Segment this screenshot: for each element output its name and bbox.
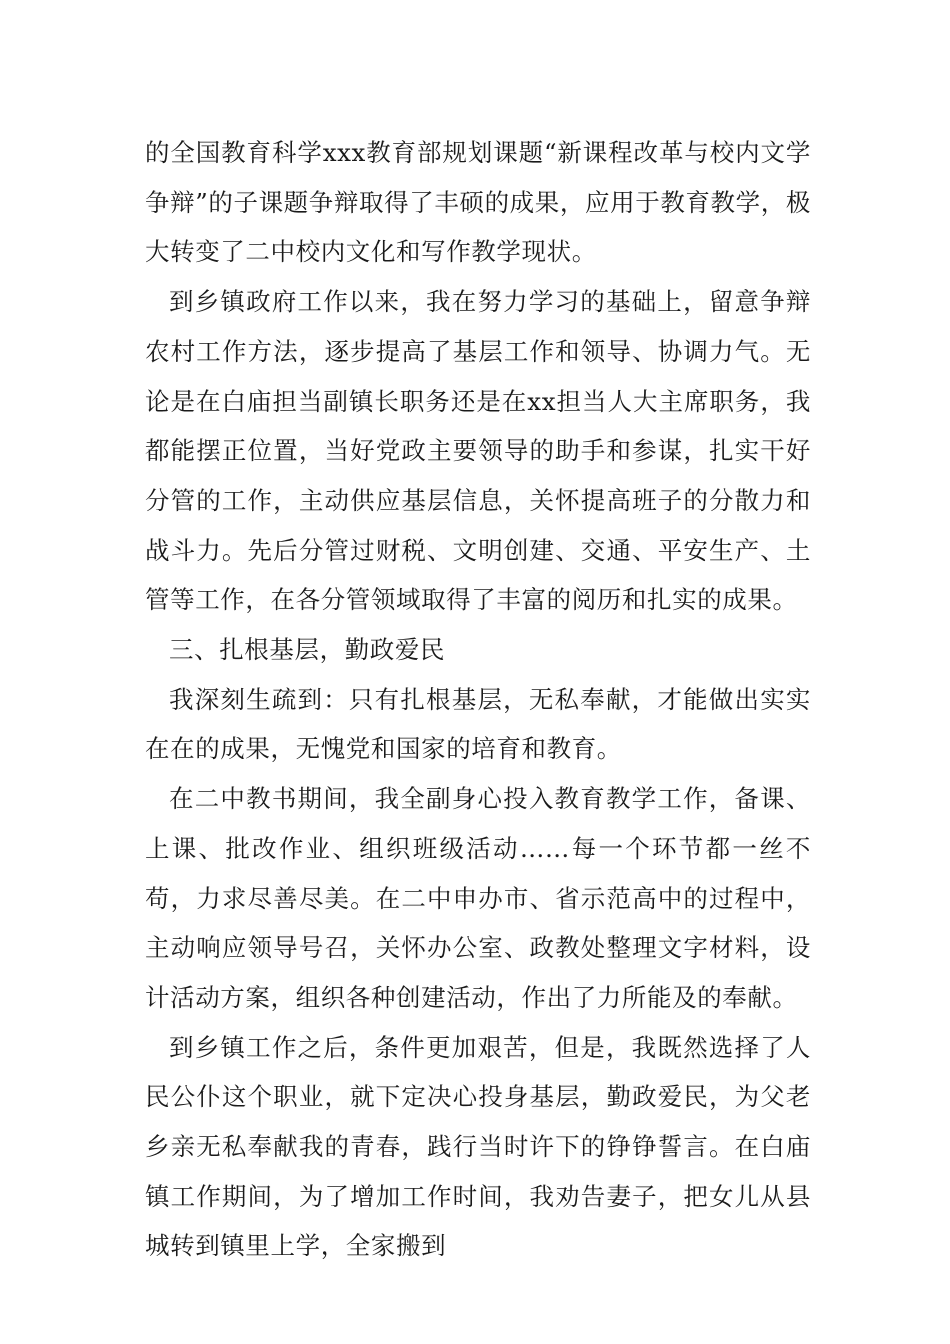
section-heading: 三、扎根基层，勤政爱民 <box>169 635 446 665</box>
document-body <box>145 128 811 1271</box>
paragraph-understanding: 我深刻生疏到：只有扎根基层，无私奉献，才能做出实实在在的成果，无愧党和国家的培育和教育。 <box>145 684 811 764</box>
paragraph-township-conditions: 到乡镇工作之后，条件更加艰苦，但是，我既然选择了人民公仆这个职业，就下定决心投身基层，勤政爱民，为父老乡亲无私奉献我的青春，践行当时许下的铮铮誓言。在白庙镇工作期间，为了增加工作时间，我劝告妻子，把女儿从县城转到镇里上学，全家搬到 <box>145 1032 811 1261</box>
paragraph-teaching-period: 在二中教书期间，我全副身心投入教育教学工作，备课、上课、批改作业、组织班级活动……每一个环节都一丝不苟，力求尽善尽美。在二中申办市、省示范高中的过程中，主动响应领导号召，关怀办公室、政教处整理文字材料，设计活动方案，组织各种创建活动，作出了力所能及的奉献。 <box>145 784 811 1012</box>
paragraph-continuation: 的全国教育科学xxx教育部规划课题“新课程改革与校内文学争辩”的子课题争辩取得了丰硕的成果，应用于教育教学，极大转变了二中校内文化和写作教学现状。 <box>145 138 811 267</box>
paragraph-township-work: 到乡镇政府工作以来，我在努力学习的基础上，留意争辩农村工作方法，逐步提高了基层工作和领导、协调力气。无论是在白庙担当副镇长职务还是在xx担当人大主席职务，我都能摆正位置，当好党政主要领导的助手和参谋，扎实干好分管的工作，主动供应基层信息，关怀提高班子的分散力和战斗力。先后分管过财税、文明创建、交通、平安生产、土管等工作，在各分管领域取得了丰富的阅历和扎实的成果。 <box>145 287 811 615</box>
